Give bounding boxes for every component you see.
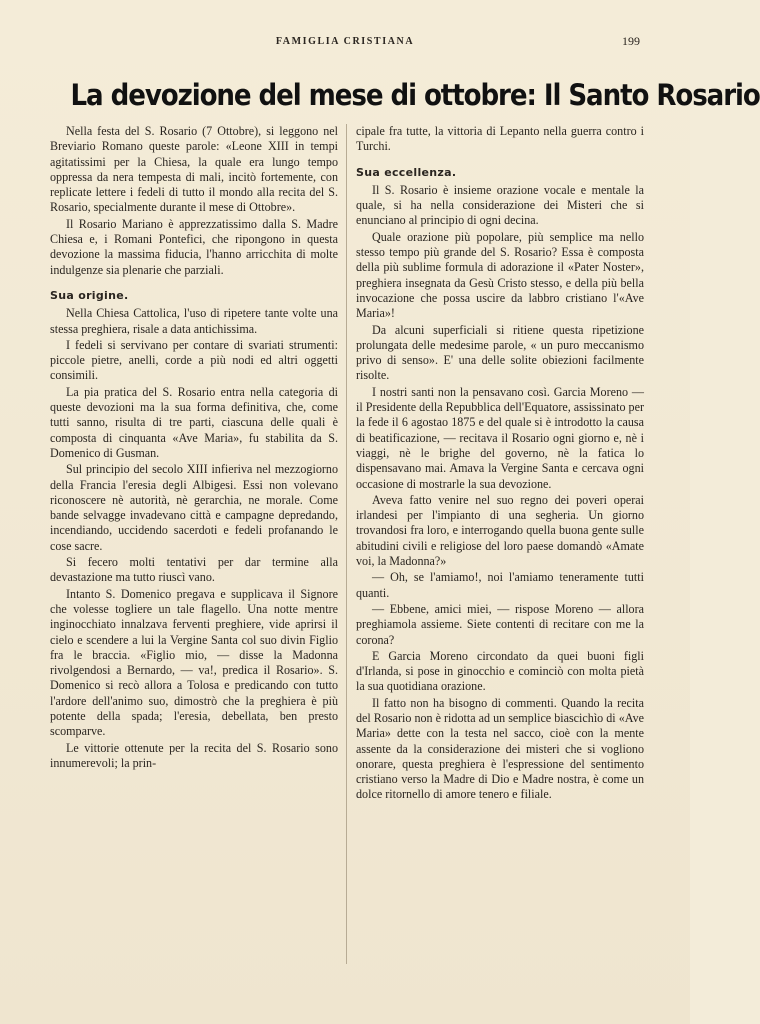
paragraph: cipale fra tutte, la vittoria di Lepanto nella guerra contro i Turchi. bbox=[356, 124, 644, 154]
section-heading-excellence: Sua eccellenza. bbox=[356, 165, 457, 179]
paragraph: Intanto S. Domenico pregava e supplicava il Signore che volesse togliere un tale flagello. Una notte mentre inginocchiato innalzava ferventi preghiere, vide aprirsi il cielo e scendere a lui la Vergine Santa col suo divin Figlio fra le braccia. «Figlio mio, — disse la Madonna rivolgendosi a Bernardo, — va!, predica il Rosario». S. Domenico si recò allora a Tolosa e predicando con tutto l'ardore dell'animo suo, dimostrò che la preghiera è più potente della spada; l'eresia, debellata, ben presto scomparve. bbox=[50, 586, 338, 739]
paragraph: Il S. Rosario è insieme orazione vocale e mentale la quale, si ha nella considerazione dei Misteri che si enunciano al principio di ogni decina. bbox=[356, 182, 644, 228]
paragraph: Si fecero molti tentativi per dar termine alla devastazione ma tutto riuscì vano. bbox=[50, 555, 338, 585]
left-column bbox=[50, 124, 338, 984]
running-head: FAMIGLIA CRISTIANA bbox=[275, 36, 415, 47]
page-number: 199 bbox=[622, 34, 640, 48]
paragraph: Aveva fatto venire nel suo regno dei poveri operai irlandesi per l'impianto di una segheria. Un giorno trovandosi fra loro, e interrogando quella buona gente sulle abitudini civili e religiose del loro paese domandò «Amate voi, la Madonna?» bbox=[356, 492, 644, 569]
paragraph: Il Rosario Mariano è apprezzatissimo dalla S. Madre Chiesa e, i Romani Pontefici, che ripongono in questa devozione la massima fiducia, l'hanno arricchita di molte indulgenze sia plenarie che parziali. bbox=[50, 216, 338, 277]
right-column bbox=[356, 124, 644, 984]
paragraph: — Ebbene, amici miei, — rispose Moreno — allora preghiamola assieme. Siete contenti di recitare con me la corona? bbox=[356, 601, 644, 647]
paragraph: Da alcuni superficiali si ritiene questa ripetizione prolungata delle medesime parole, « un puro meccanismo privo di senso». E' una delle solite obiezioni facilmente risolte. bbox=[356, 322, 644, 383]
paragraph: La pia pratica del S. Rosario entra nella categoria di queste devozioni ma la sua forma definitiva, che, come tutti sanno, risulta di tre parti, ciascuna delle quali è composta di cinquanta «Ave Maria», fu stabilita da S. Domenico di Gusman. bbox=[50, 384, 338, 460]
column-divider bbox=[346, 124, 347, 964]
paragraph: — Oh, se l'amiamo!, noi l'amiamo teneramente tutti quanti. bbox=[356, 570, 644, 600]
paragraph: Il fatto non ha bisogno di commenti. Quando la recita del Rosario non è ridotta ad un semplice biascichìo di «Ave Maria» dette con la testa nel sacco, cioè con la mente assente da la considerazione dei misteri che si vogliono onorare, questa preghiera è l'espressione del sentimento cristiano verso la Madre di Dio e Madre nostra, è come un dolce ritornello di amore tenero e filiale. bbox=[356, 695, 644, 802]
paragraph: Sul principio del secolo XIII infieriva nel mezzogiorno della Francia l'eresia degli Albigesi. Essi non volevano riconoscere nè autorità, nè gerarchia, ne morale. Come bande selvagge invadevano città e campagne depredando, incendiando, uccidendo sacerdoti e fedeli profanando le cose sacre. bbox=[50, 462, 338, 553]
paragraph: Quale orazione più popolare, più semplice ma nello stesso tempo più grande del S. Rosario? Essa è composta della più sublime formula di adorazione il «Pater Noster», preghiera insegnata da Gesù Cristo stesso, e della più bella invocazione che possa uscire da labbro cristiano l'«Ave Maria»! bbox=[356, 229, 644, 321]
section-heading-origin: Sua origine. bbox=[50, 288, 129, 302]
paragraph: I fedeli si servivano per contare di svariati strumenti: piccole pietre, anelli, corde a più nodi ed altri oggetti consimili. bbox=[50, 337, 338, 383]
page-header bbox=[50, 32, 640, 52]
paragraph: Nella festa del S. Rosario (7 Ottobre), si leggono nel Breviario Romano queste parole: «Leone XIII in tempi agitatissimi per la Chiesa, la quale era lungo tempo oppressa da nera tempesta di mali, incitò fortemente, con replicate lettere i fedeli di tutto il mondo alla recita del S. Rosario, specialmente durante il mese di Ottobre». bbox=[50, 124, 338, 215]
paragraph: I nostri santi non la pensavano così. Garcia Moreno — il Presidente della Repubblica dell'Equatore, assissinato per la fede il 6 agostao 1875 e del quale si è introdotto la causa di beatificazione, — recitava il Rosario ogni giorno e, nè i viaggi, nè le brighe del governo, nè la fatica lo dispensavano mai. Amava la Vergine Santa e cercava ogni occasione di mostrarle la sua devozione. bbox=[356, 384, 644, 491]
paragraph: Le vittorie ottenute per la recita del S. Rosario sono innumerevoli; la prin- bbox=[50, 740, 338, 770]
article-title: La devozione del mese di ottobre: Il Santo Rosario bbox=[70, 78, 760, 112]
paragraph: E Garcia Moreno circondato da quei buoni figli d'Irlanda, si pose in ginocchio e cominciò con molta pietà la sua quotidiana orazione. bbox=[356, 648, 644, 694]
paragraph: Nella Chiesa Cattolica, l'uso di ripetere tante volte una stessa preghiera, risale a data antichissima. bbox=[50, 306, 338, 336]
